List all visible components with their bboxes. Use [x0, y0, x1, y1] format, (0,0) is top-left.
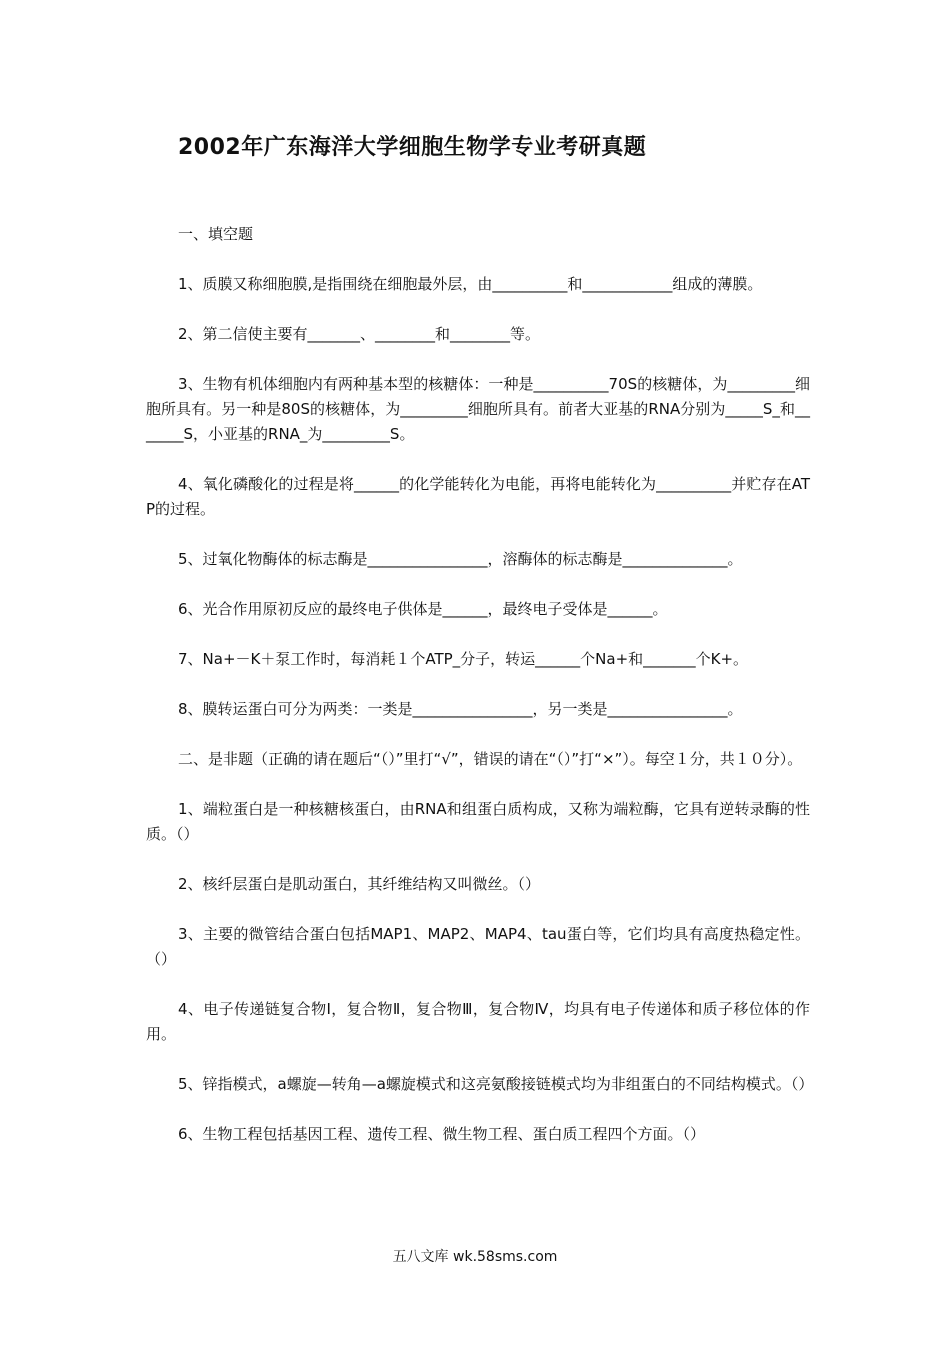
section-heading-true-false: 二、是非题（正确的请在题后“（）”里打“√”，错误的请在“（）”打“×”）。每空１分，共１０分）。: [178, 750, 803, 768]
question-tf-6: 6、生物工程包括基因工程、遗传工程、微生物工程、蛋白质工程四个方面。（）: [178, 1125, 706, 1143]
question-fill-3: 3、生物有机体细胞内有两种基本型的核糖体：一种是__________70S的核糖体，为_________细胞所具有。另一种是80S的核糖体，为_________细胞所具有。前者大亚基的RNA分别为_____S_和_______S，小亚基的RNA_为_________S。: [146, 375, 810, 443]
question-tf-4: 4、电子传递链复合物Ⅰ，复合物Ⅱ，复合物Ⅲ，复合物Ⅳ，均具有电子传递体和质子移位体的作用。: [146, 1000, 810, 1043]
document-body: [146, 222, 814, 1172]
question-fill-6: 6、光合作用原初反应的最终电子供体是______，最终电子受体是______。: [178, 600, 668, 618]
page-footer: 五八文库 wk.58sms.com: [392, 1249, 558, 1265]
question-tf-3: 3、主要的微管结合蛋白包括MAP1、MAP2、MAP4、tau蛋白等，它们均具有高度热稳定性。（）: [146, 925, 810, 968]
question-tf-5: 5、锌指模式，a螺旋—转角—a螺旋模式和这亮氨酸接链模式均为非组蛋白的不同结构模式。（）: [178, 1075, 814, 1093]
page-title: 2002年广东海洋大学细胞生物学专业考研真题: [178, 135, 647, 160]
question-tf-2: 2、核纤层蛋白是肌动蛋白，其纤维结构又叫微丝。（）: [178, 875, 541, 893]
question-fill-8: 8、膜转运蛋白可分为两类：一类是________________，另一类是________________。: [178, 700, 743, 718]
question-fill-4: 4、氧化磷酸化的过程是将______的化学能转化为电能，再将电能转化为__________并贮存在ATP的过程。: [146, 475, 810, 518]
question-fill-2: 2、第二信使主要有_______、________和________等。: [178, 325, 541, 343]
section-heading-fill-blank: 一、填空题: [178, 225, 254, 243]
question-fill-5: 5、过氧化物酶体的标志酶是________________，溶酶体的标志酶是______________。: [178, 550, 743, 568]
question-tf-1: 1、端粒蛋白是一种核糖核蛋白，由RNA和组蛋白质构成，又称为端粒酶，它具有逆转录酶的性质。（）: [146, 800, 810, 843]
question-fill-7: 7、Na+－K＋泵工作时，每消耗１个ATP_分子，转运______个Na+和_______个K+。: [178, 650, 749, 668]
question-fill-1: 1、质膜又称细胞膜,是指围绕在细胞最外层，由__________和____________组成的薄膜。: [178, 275, 763, 293]
